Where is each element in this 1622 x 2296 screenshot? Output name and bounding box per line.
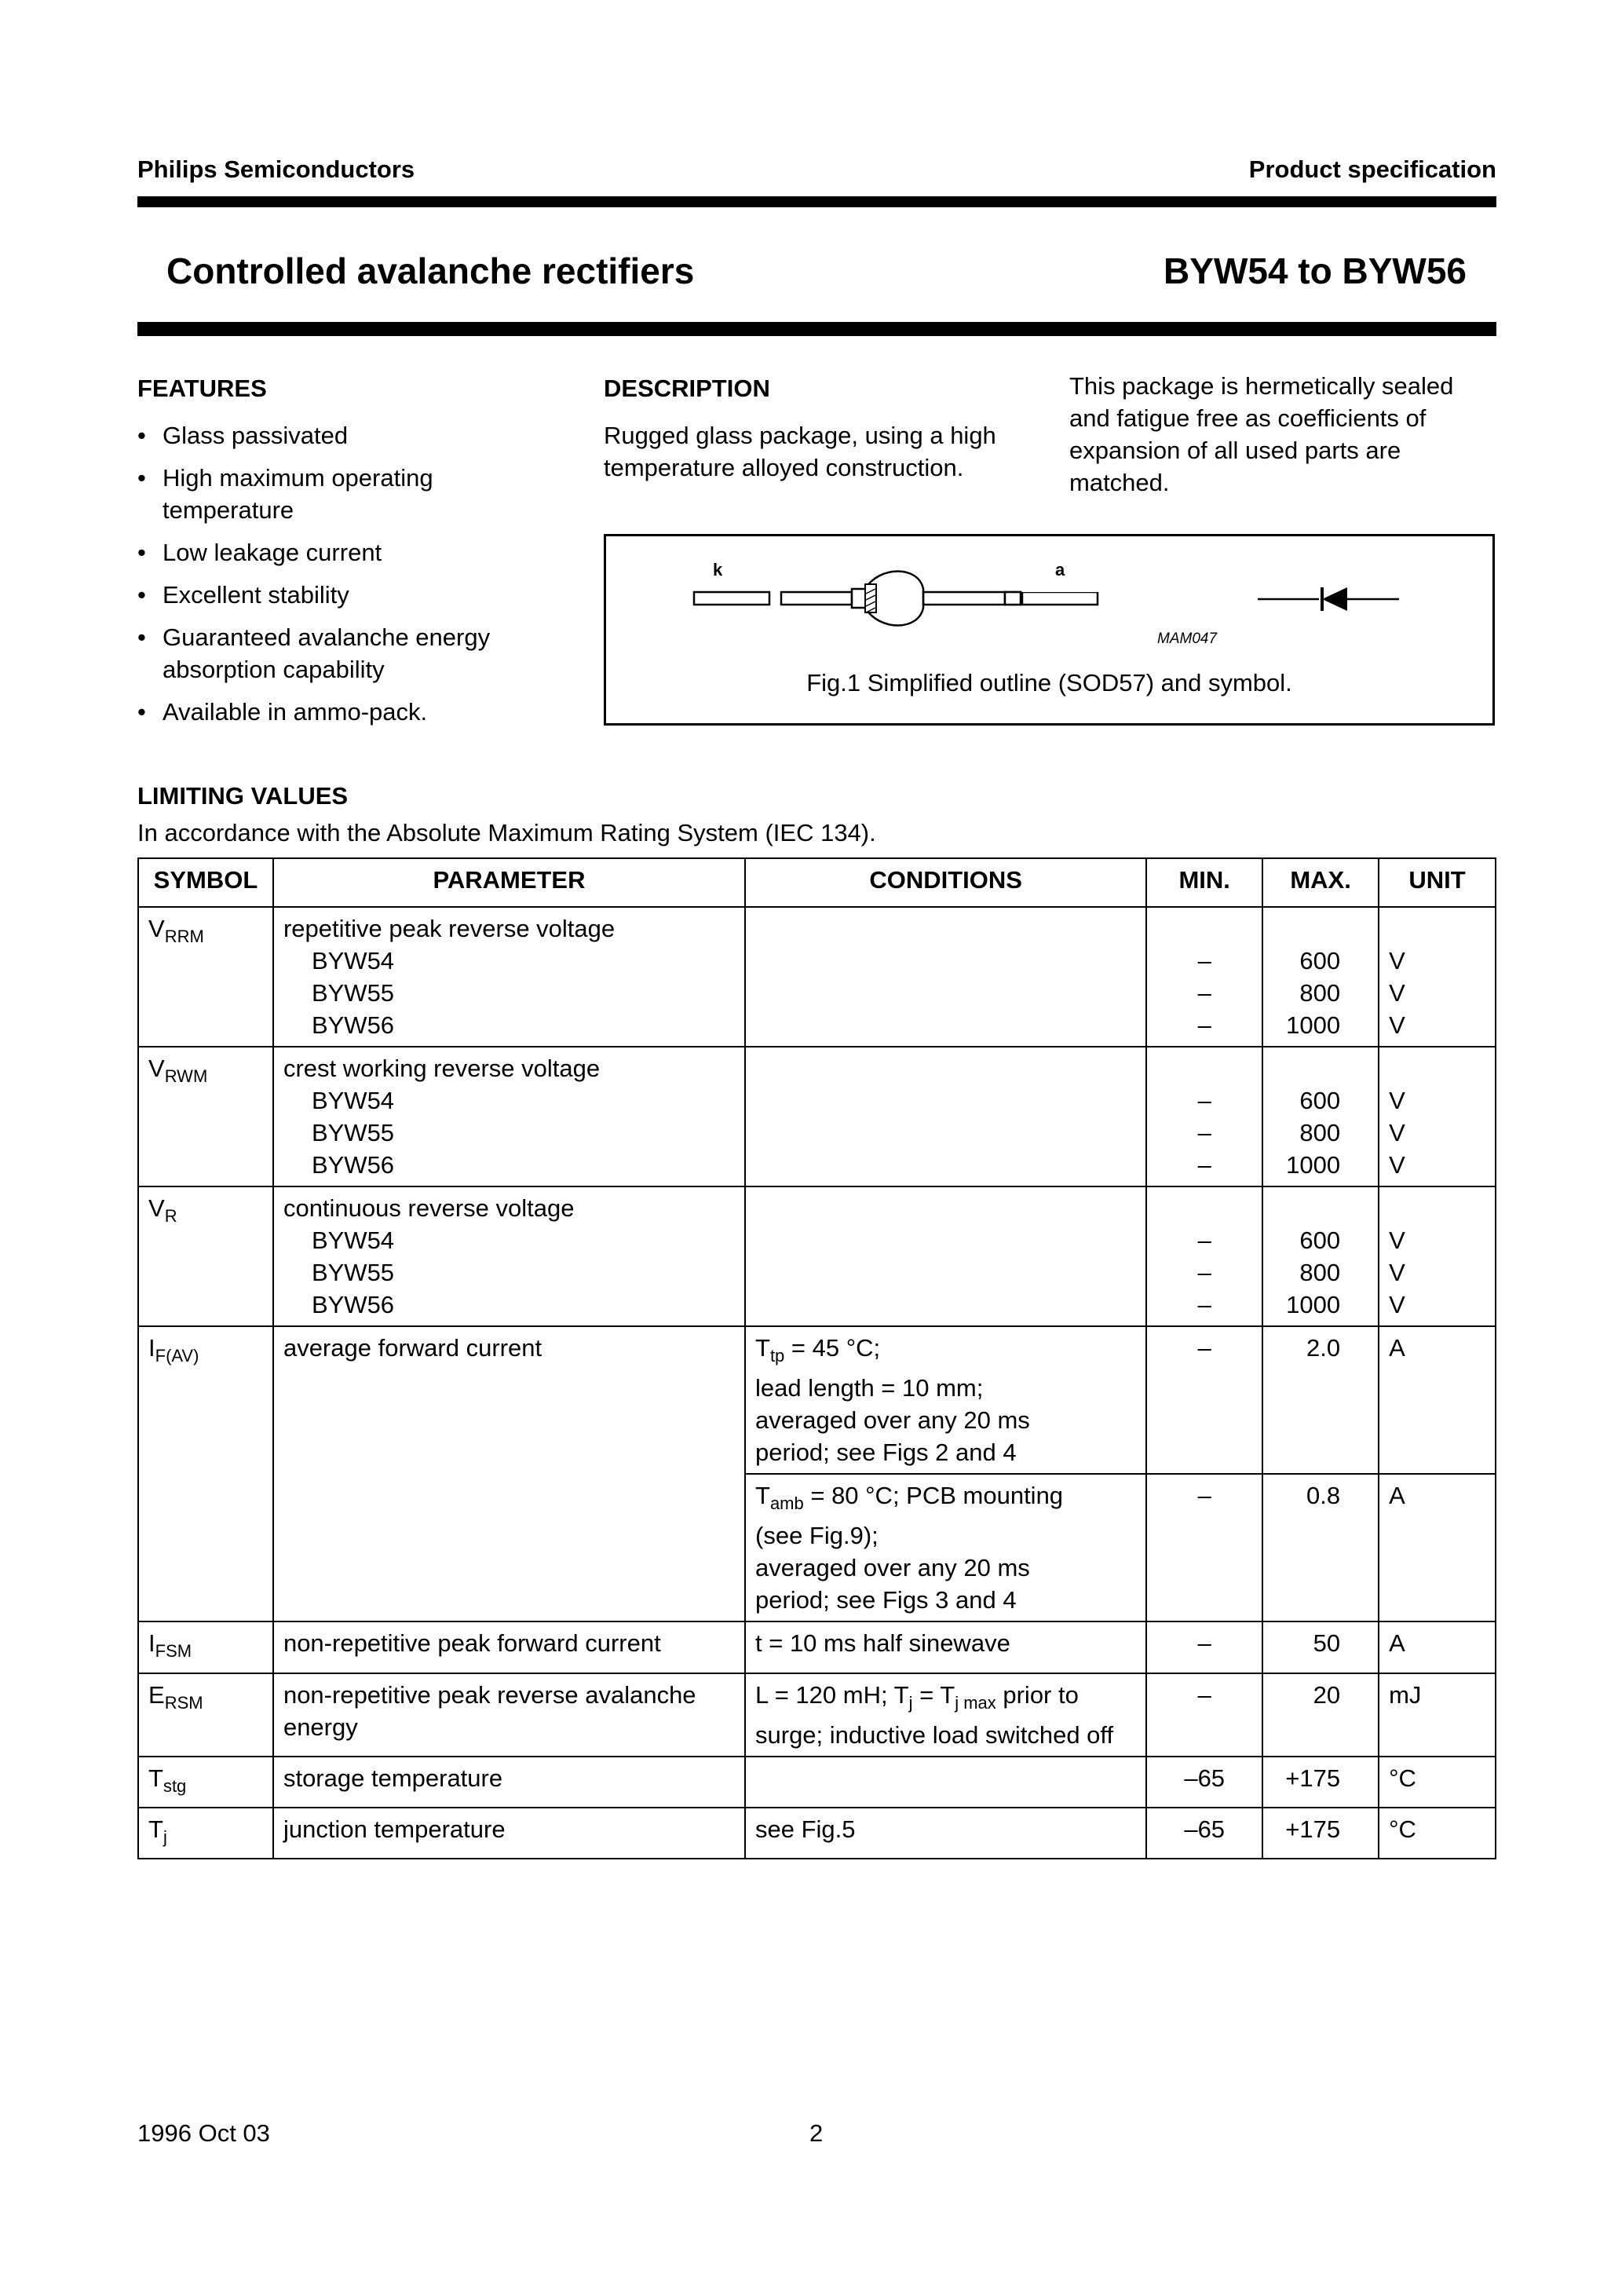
page-number: 2 — [809, 2119, 824, 2147]
feature-item: • Glass passivated — [137, 419, 546, 452]
table-row — [138, 1326, 1496, 1474]
conditions-cell: $T_{tp} = 45$ °C; lead length = 10 mm; averaged over any 20 ms period; see Figs 2 and 4 — [745, 1326, 1146, 1474]
company-name: Philips Semiconductors — [137, 155, 415, 183]
unit-cell: °C — [1379, 1757, 1496, 1808]
lead-left-inner — [781, 592, 852, 605]
parameter-cell: storage temperature — [273, 1757, 745, 1808]
diode-symbol-icon — [1256, 581, 1413, 620]
table-row — [138, 907, 1496, 1047]
max-cell: 20 — [1262, 1673, 1379, 1757]
description-text: Rugged glass package, using a high temperature alloyed construction. — [604, 422, 996, 481]
figure-caption: Fig.1 Simplified outline (SOD57) and symbol. — [806, 669, 1292, 696]
min-cell: – — [1146, 1326, 1262, 1474]
feature-item: • Excellent stability — [137, 579, 546, 611]
unit-cell: °C — [1379, 1808, 1496, 1859]
feature-item: • Low leakage current — [137, 536, 546, 569]
unit-cell: V V V — [1379, 1186, 1496, 1326]
conditions-cell: t = 10 ms half sinewave — [745, 1621, 1146, 1673]
conditions-cell — [745, 1047, 1146, 1186]
limiting-values-table — [137, 857, 1496, 1859]
max-cell: +175 — [1262, 1808, 1379, 1859]
lead-right-outer — [1021, 592, 1115, 608]
unit-cell: A — [1379, 1621, 1496, 1673]
limiting-heading: LIMITING VALUES — [137, 782, 349, 810]
description-heading: DESCRIPTION — [604, 375, 770, 402]
unit-cell: A — [1379, 1326, 1496, 1474]
min-cell: –65 — [1146, 1757, 1262, 1808]
conditions-cell: see Fig.5 — [745, 1808, 1146, 1859]
symbol-cell: $I_{F(AV)}$ — [138, 1326, 273, 1621]
parameter-cell: non-repetitive peak forward current — [273, 1621, 745, 1673]
symbol-cell: $T_j$ — [138, 1808, 273, 1859]
min-cell: – — [1146, 1621, 1262, 1673]
symbol-cell: $I_{FSM}$ — [138, 1621, 273, 1673]
symbol-cell: $V_R$ — [138, 1186, 273, 1326]
max-cell: 600 800 1000 — [1262, 1047, 1379, 1186]
anode-label: a — [1055, 560, 1065, 579]
table-row — [138, 1621, 1496, 1673]
symbol-cell: $V_{RRM}$ — [138, 907, 273, 1047]
unit-cell: V V V — [1379, 907, 1496, 1047]
lead-left-outer — [694, 592, 769, 605]
table-row — [138, 1808, 1496, 1859]
max-cell: +175 — [1262, 1757, 1379, 1808]
min-cell: –65 — [1146, 1808, 1262, 1859]
feature-item: • High maximum operating temperature — [137, 462, 546, 526]
symbol-cell: $T_{stg}$ — [138, 1757, 273, 1808]
max-cell: 600 800 1000 — [1262, 907, 1379, 1047]
col-header: MAX. — [1262, 858, 1379, 907]
title-rule — [137, 322, 1496, 336]
figure-code: MAM047 — [1157, 631, 1218, 647]
col-header: SYMBOL — [138, 858, 273, 907]
conditions-cell — [745, 907, 1146, 1047]
part-range: BYW54 to BYW56 — [1164, 250, 1467, 291]
min-cell: – – – — [1146, 1186, 1262, 1326]
description-text-2: This package is hermetically sealed and fatigue free as coefficients of expansion of all used parts are matched. — [1069, 372, 1454, 496]
max-cell: 2.0 — [1262, 1326, 1379, 1474]
table-row — [138, 1673, 1496, 1757]
limiting-subtitle: In accordance with the Absolute Maximum Rating System (IEC 134). — [137, 819, 876, 846]
table-row — [138, 1047, 1496, 1186]
page-title: Controlled avalanche rectifiers — [166, 250, 695, 291]
features-list — [137, 419, 546, 738]
conditions-cell — [745, 1757, 1146, 1808]
symbol-cell: $E_{RSM}$ — [138, 1673, 273, 1757]
conditions-cell: $T_{amb} = 80$ °C; PCB mounting (see Fig.9); averaged over any 20 ms period; see Figs 3 and 4 — [745, 1474, 1146, 1621]
footer-date: 1996 Oct 03 — [137, 2119, 270, 2147]
unit-cell: mJ — [1379, 1673, 1496, 1757]
max-cell: 600 800 1000 — [1262, 1186, 1379, 1326]
table-header-row — [138, 858, 1496, 907]
conditions-cell: L = 120 mH; $T_j = T_{j max}$ prior to surge; inductive load switched off — [745, 1673, 1146, 1757]
parameter-cell: continuous reverse voltage BYW54 BYW55 BYW56 — [273, 1186, 745, 1326]
parameter-cell: junction temperature — [273, 1808, 745, 1859]
col-header: CONDITIONS — [745, 858, 1146, 907]
feature-item: • Available in ammo-pack. — [137, 696, 546, 728]
parameter-cell: non-repetitive peak reverse avalanche energy — [273, 1673, 745, 1757]
max-cell: 50 — [1262, 1621, 1379, 1673]
header-rule — [137, 196, 1496, 207]
document-type: Product specification — [1248, 155, 1496, 183]
glass-body — [852, 572, 923, 626]
parameter-cell: crest working reverse voltage BYW54 BYW55 BYW56 — [273, 1047, 745, 1186]
table-row — [138, 1186, 1496, 1326]
unit-cell: V V V — [1379, 1047, 1496, 1186]
features-heading: FEATURES — [137, 375, 267, 402]
parameter-cell: repetitive peak reverse voltage BYW54 BYW55 BYW56 — [273, 907, 745, 1047]
feature-item: • Guaranteed avalanche energy absorption capability — [137, 621, 546, 686]
conditions-cell — [745, 1186, 1146, 1326]
min-cell: – – – — [1146, 907, 1262, 1047]
min-cell: – — [1146, 1673, 1262, 1757]
col-header: UNIT — [1379, 858, 1496, 907]
table-row — [138, 1757, 1496, 1808]
col-header: PARAMETER — [273, 858, 745, 907]
cathode-label: k — [713, 560, 723, 579]
min-cell: – — [1146, 1474, 1262, 1621]
parameter-cell: average forward current — [273, 1326, 745, 1621]
col-header: MIN. — [1146, 858, 1262, 907]
max-cell: 0.8 — [1262, 1474, 1379, 1621]
lead-right-inner — [923, 592, 1005, 605]
symbol-cell: $V_{RWM}$ — [138, 1047, 273, 1186]
min-cell: – – – — [1146, 1047, 1262, 1186]
unit-cell: A — [1379, 1474, 1496, 1621]
